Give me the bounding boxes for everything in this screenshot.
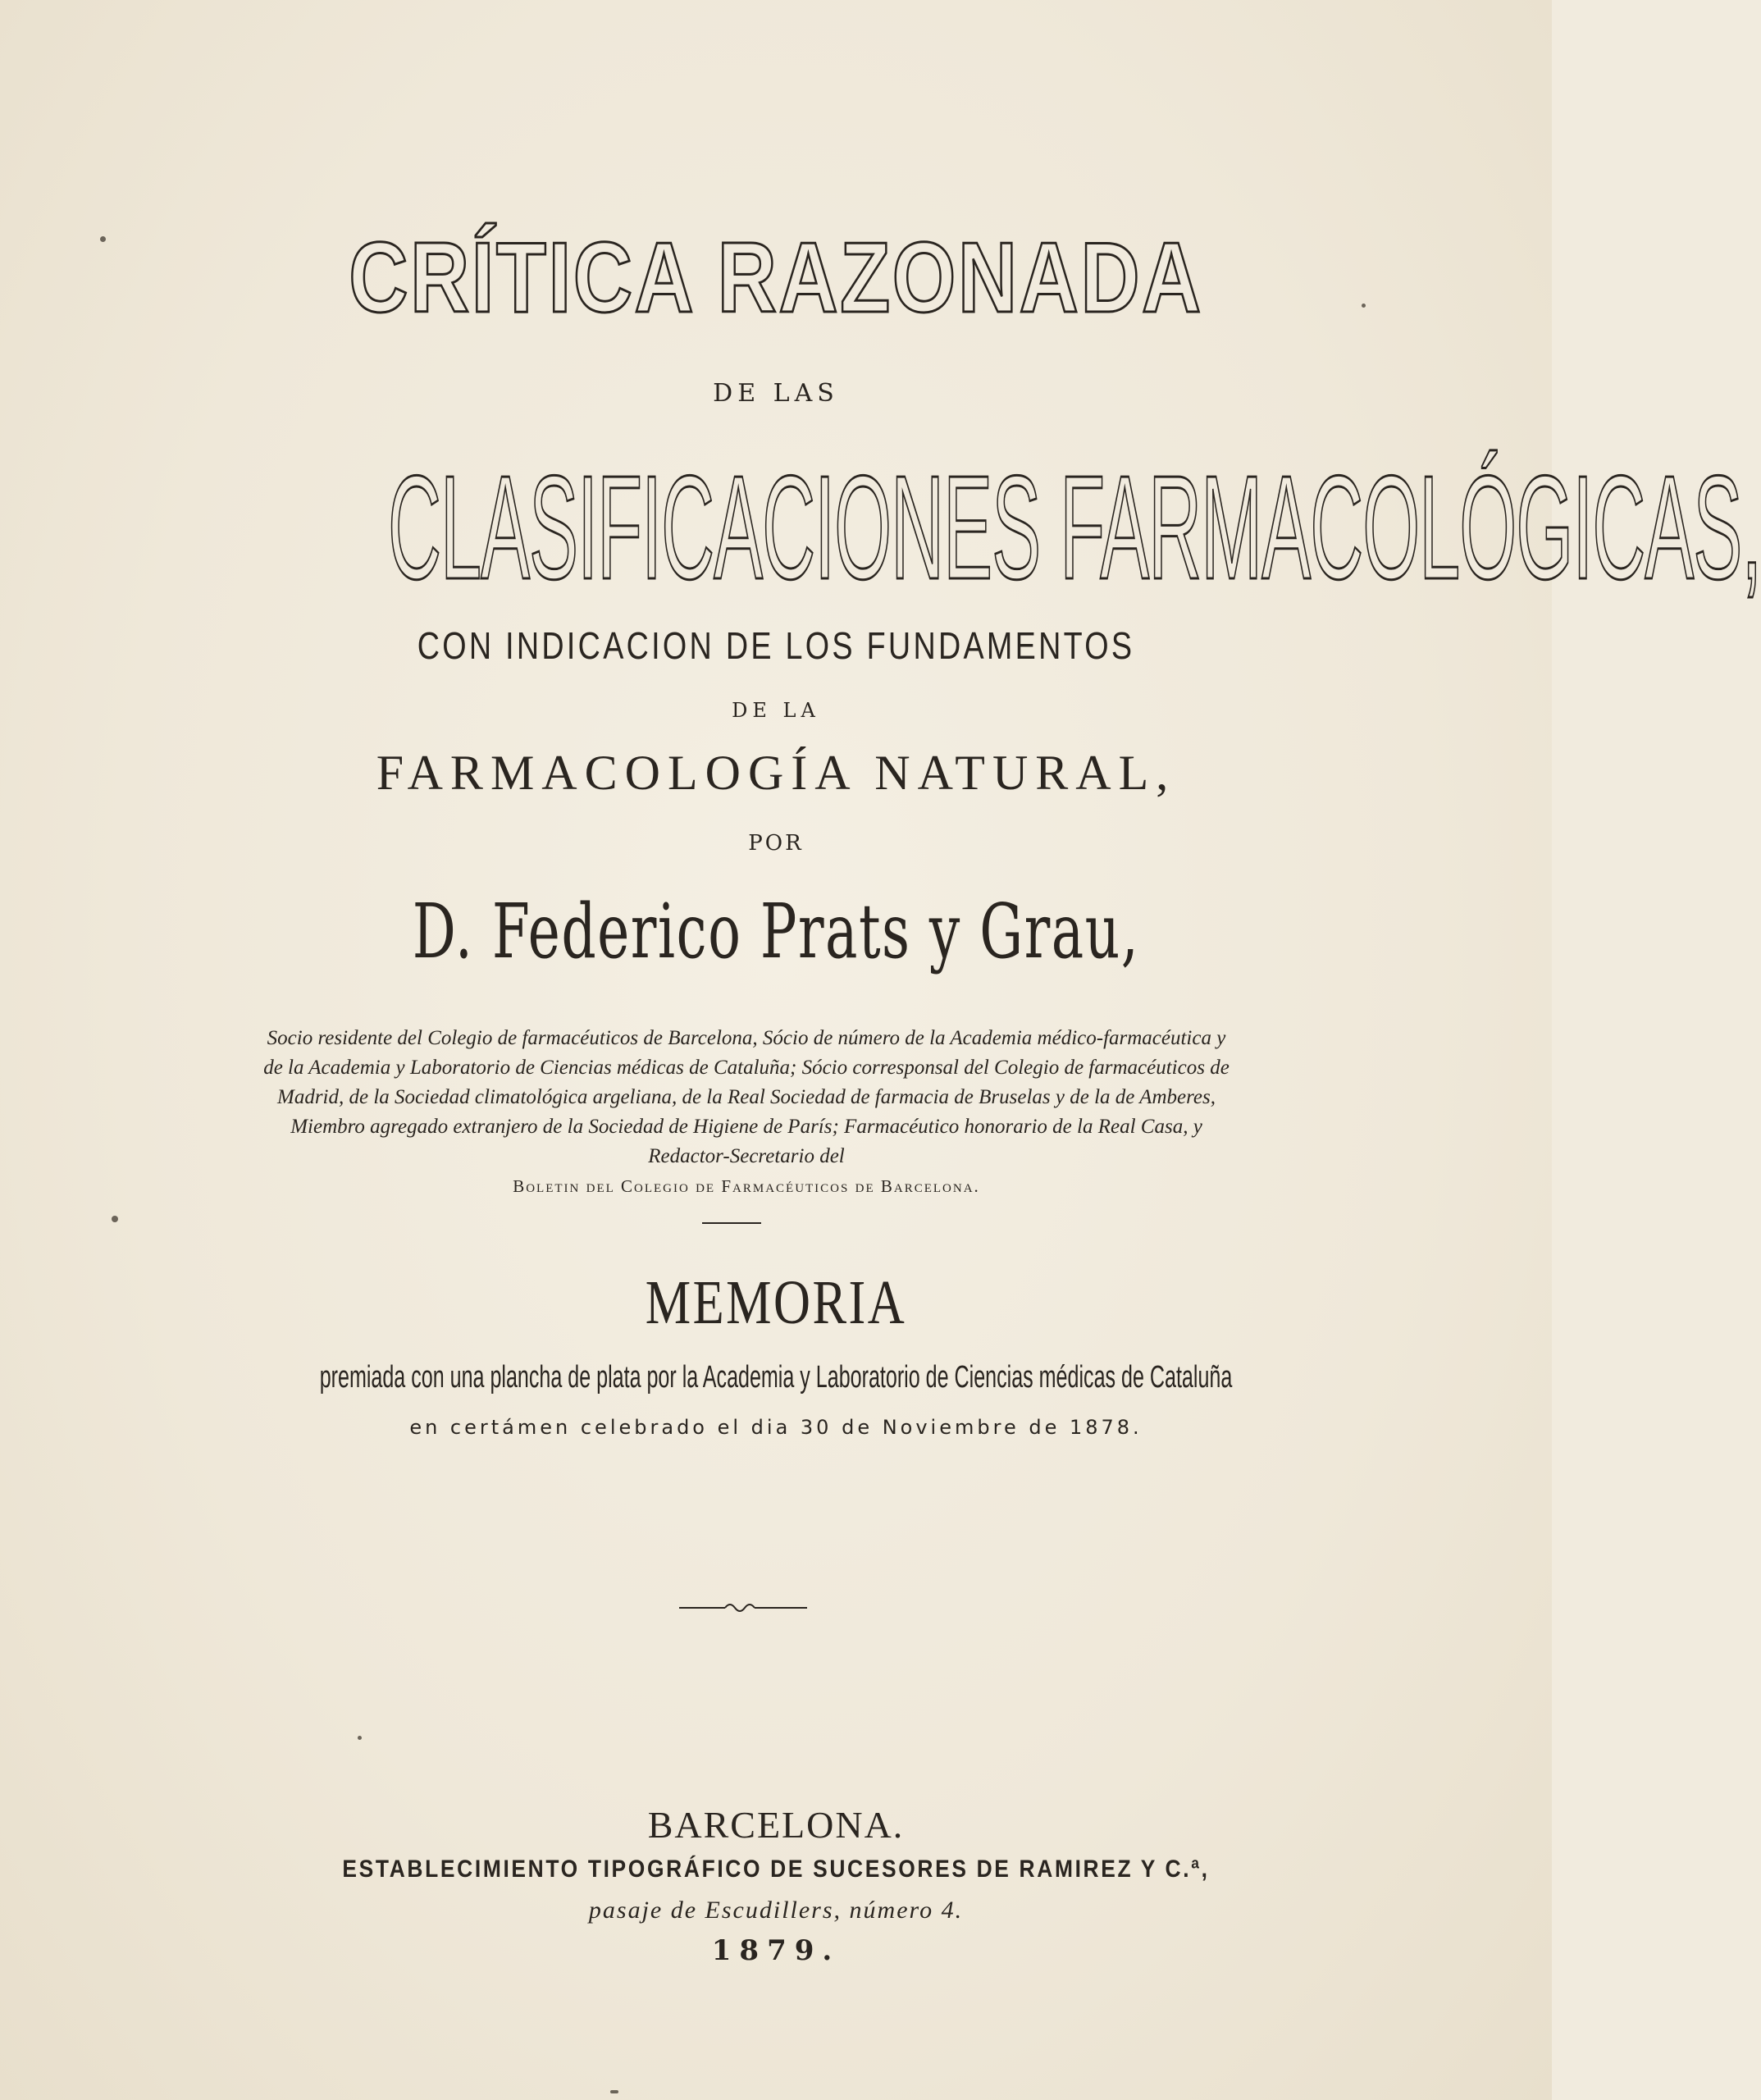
- subtitle-connector: DE LA: [732, 699, 820, 722]
- credits-text: Socio residente del Colegio de farmacéuticos de Barcelona, Sócio de número de la Academia médico-farmacéutica y de la Academia y Laboratorio de Ciencias médicas de Cataluña; Sócio corresponsal del Colegio de farmacéuticos de Madrid, de la Sociedad climatológica argeliana, de la Real Sociedad de farmacia de Bruselas y de la de Amberes, Miembro agregado extranjero de la Sociedad de Higiene de París; Farmacéutico honorario de la Real Casa, y Redactor-Secretario del: [263, 1027, 1230, 1167]
- credits-boletin: Boletin del Colegio de Farmacéuticos de Barcelona.: [513, 1176, 980, 1196]
- award-line: premiada con una plancha de plata por la Academia y Laboratorio de Ciencias médicas de Cataluña: [319, 1360, 1233, 1395]
- author-name: D. Federico Prats y Grau,: [412, 888, 1140, 975]
- paper-speck: [100, 236, 106, 242]
- paper-speck: [1362, 304, 1366, 308]
- imprint-printer: ESTABLECIMIENTO TIPOGRÁFICO DE SUCESORES DE RAMIREZ Y C.ª,: [342, 1856, 1210, 1883]
- title-main: CRÍTICA RAZONADA: [349, 221, 1203, 333]
- subtitle-subject: FARMACOLOGÍA NATURAL,: [376, 746, 1176, 800]
- by-label: POR: [748, 831, 804, 856]
- author-credits: [262, 1024, 1230, 1201]
- paper-speck: [358, 1736, 362, 1740]
- ornament-divider: [677, 1601, 809, 1613]
- paper-speck: [610, 2090, 618, 2093]
- imprint-city: BARCELONA.: [647, 1804, 905, 1846]
- paper-speck: [112, 1216, 118, 1222]
- imprint-address: pasaje de Escudillers, número 4.: [588, 1897, 964, 1924]
- subtitle-line: CON INDICACION DE LOS FUNDAMENTOS: [417, 624, 1135, 667]
- title-subject: CLASIFICACIONES FARMACOLÓGICAS,: [388, 445, 1761, 610]
- memoria-heading: MEMORIA: [645, 1268, 907, 1337]
- award-date-line: en certámen celebrado el dia 30 de Noviembre de 1878.: [409, 1416, 1143, 1439]
- title-connector: DE LAS: [713, 379, 839, 408]
- divider-rule: [702, 1222, 761, 1224]
- imprint-year: 1879.: [711, 1934, 841, 1967]
